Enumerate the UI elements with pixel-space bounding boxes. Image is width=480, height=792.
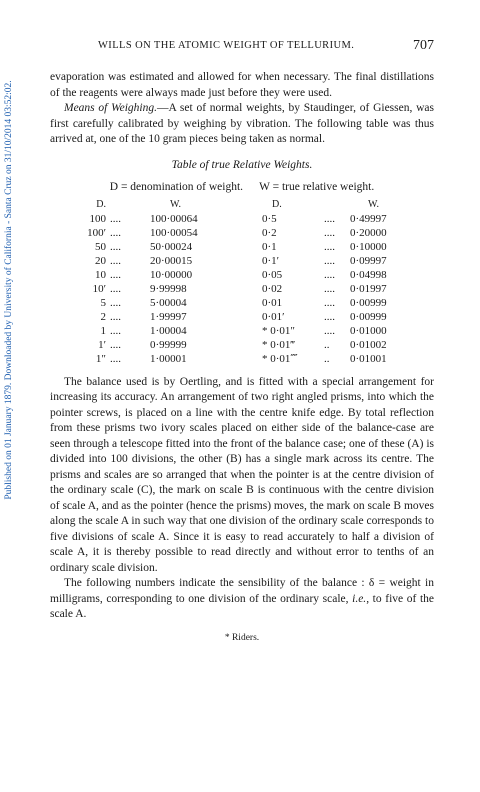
column-header: D. xyxy=(272,198,282,210)
table-cell-d1: 100′ xyxy=(87,226,106,239)
table-cell-w1: 20·00015 xyxy=(150,254,193,267)
table-cell-dots2: .... xyxy=(324,212,335,225)
table-cell-w1: 1·00004 xyxy=(150,324,187,337)
margin-note xyxy=(0,0,18,792)
table-cell-dots1: .... xyxy=(110,268,121,281)
paragraph-evaporation: evaporation was estimated and allowed for when necessary. The final distillations of the reagents were always made just before they were used. xyxy=(50,71,434,99)
table-cell-d1: 1 xyxy=(100,324,106,337)
legend-w: W = true relative weight. xyxy=(259,180,375,193)
table-row xyxy=(76,310,428,324)
page xyxy=(50,38,434,643)
table-cell-w1: 10·00000 xyxy=(150,268,193,281)
table-cell-w2: 0·10000 xyxy=(350,240,387,253)
page-number: 707 xyxy=(413,38,434,53)
table-cell-w1: 5·00004 xyxy=(150,296,187,309)
table-cell-d2: 0·01′ xyxy=(262,310,285,323)
table-row xyxy=(76,268,428,282)
table-cell-dots2: .... xyxy=(324,324,335,337)
table-cell-w2: 0·00999 xyxy=(350,296,387,309)
table-header-row xyxy=(76,198,428,212)
column-header: W. xyxy=(368,198,380,210)
paragraph-text: —A set of normal weights, by Staudinger, of Giessen, was first carefully calibrated by weighing by vibration. The following table was thus arrived at, one of the 10 gram pieces being taken as normal. xyxy=(50,102,434,145)
table-cell-d1: 1′ xyxy=(98,338,106,351)
table-cell-d2: * 0·01⁗ xyxy=(262,352,298,365)
table-row xyxy=(76,296,428,310)
table-cell-d1: 1″ xyxy=(95,352,106,365)
table-cell-w1: 1·00001 xyxy=(150,352,187,365)
table-cell-d1: 50 xyxy=(95,240,106,253)
table-cell-dots2: .. xyxy=(324,352,330,365)
table-legend xyxy=(50,180,434,195)
table-cell-d1: 10′ xyxy=(92,282,106,295)
table-row xyxy=(76,212,428,226)
footnote: * Riders. xyxy=(224,632,260,643)
table-cell-dots2: .... xyxy=(324,296,335,309)
table-cell-w1: 0·99999 xyxy=(150,338,187,351)
table-cell-w2: 0·04998 xyxy=(350,268,387,281)
table-cell-w2: 0·00999 xyxy=(350,310,387,323)
table-cell-d2: 0·05 xyxy=(262,268,283,281)
table-cell-dots2: .... xyxy=(324,226,335,239)
table-cell-w2: 0·01997 xyxy=(350,282,387,295)
table-cell-dots1: .... xyxy=(110,254,121,267)
table-cell-d2: 0·1 xyxy=(262,240,277,253)
table-cell-dots1: .... xyxy=(110,352,121,365)
table-cell-d2: 0·01 xyxy=(262,296,283,309)
table-row xyxy=(76,226,428,240)
table-cell-w2: 0·20000 xyxy=(350,226,387,239)
table-cell-w2: 0·01000 xyxy=(350,324,387,337)
table-cell-w2: 0·49997 xyxy=(350,212,387,225)
table-cell-w2: 0·01002 xyxy=(350,338,387,351)
table-cell-d2: 0·5 xyxy=(262,212,277,225)
table-cell-d1: 2 xyxy=(100,310,106,323)
running-head xyxy=(50,38,434,56)
weights-table xyxy=(76,198,428,366)
table-cell-dots1: .... xyxy=(110,324,121,337)
table-cell-w1: 50·00024 xyxy=(150,240,193,253)
table-cell-dots2: .. xyxy=(324,338,330,351)
table-cell-dots1: .... xyxy=(110,282,121,295)
paragraph-balance: The balance used is by Oertling, and is fitted with a special arrangement for increasing its accuracy. An arrangement of two right angled prisms, into which the pointer screws, is placed on a line with the centre knife edge. By total reflection from these prisms two ivory scales placed on either side of the balance-case are seen through a telescope fitted into the front of the balance case; one of these (A) is divided into 100 divisions, the other (B) has a single mark across its centre. The prisms and scales are so arranged that when the pointer is at the centre division of the ordinary scale (C), the mark on scale B is continuous with the centre division of scale A, and as the pointer (hence the prisms) moves, the mark on scale B moves along the scale A in such way that one division of the ordinary scale corresponds to five divisions of scale A. Since it is easy to read accurately to half a division of scale A, it is thereby possible to read directly and without error to tenths of an ordinary scale division. xyxy=(50,375,434,574)
table-row xyxy=(76,338,428,352)
table-cell-dots2: .... xyxy=(324,240,335,253)
table-cell-d2: * 0·01″ xyxy=(262,324,295,337)
table-cell-dots1: .... xyxy=(110,310,121,323)
table-cell-d2: 0·1′ xyxy=(262,254,280,267)
table-cell-dots1: .... xyxy=(110,338,121,351)
table-cell-d2: 0·2 xyxy=(262,226,277,239)
table-row xyxy=(76,254,428,268)
table-cell-w1: 100·00064 xyxy=(150,212,198,225)
table-cell-w2: 0·09997 xyxy=(350,254,387,267)
table-cell-dots2: .... xyxy=(324,282,335,295)
table-cell-dots1: .... xyxy=(110,226,121,239)
paragraph-text: The following numbers indicate the sensibility of the balance : δ = weight in milligrams, corresponding to one division of the ordinary scale, xyxy=(50,577,434,605)
table-cell-dots1: .... xyxy=(110,212,121,225)
table-row xyxy=(76,240,428,254)
running-title: WILLS ON THE ATOMIC WEIGHT OF TELLURIUM. xyxy=(98,40,355,51)
table-cell-dots1: .... xyxy=(110,296,121,309)
table-row xyxy=(76,324,428,338)
table-cell-w1: 9·99998 xyxy=(150,282,187,295)
table-cell-dots2: .... xyxy=(324,310,335,323)
table-cell-w1: 100·00054 xyxy=(150,226,198,239)
table-cell-d1: 5 xyxy=(100,296,106,309)
table-cell-d1: 20 xyxy=(95,254,106,267)
table-cell-dots1: .... xyxy=(110,240,121,253)
download-notice: Published on 01 January 1879. Downloaded by University of California - Santa Cruz on 31/10/2014 03:52:02. xyxy=(4,80,14,500)
paragraph-means-of-weighing xyxy=(50,101,434,148)
table-cell-w2: 0·01001 xyxy=(350,352,387,365)
table-cell-d2: 0·02 xyxy=(262,282,283,295)
table-cell-dots2: .... xyxy=(324,254,335,267)
table-cell-w1: 1·99997 xyxy=(150,310,187,323)
table-cell-dots2: .... xyxy=(324,268,335,281)
column-header: W. xyxy=(170,198,182,210)
table-cell-d1: 100 xyxy=(89,212,106,225)
table-cell-d2: * 0·01‴ xyxy=(262,338,295,351)
section-heading: Means of Weighing. xyxy=(64,102,157,114)
paragraph-sensibility xyxy=(50,576,434,623)
table-row xyxy=(76,282,428,296)
column-header: D. xyxy=(96,198,106,210)
abbreviation: i.e. xyxy=(352,592,367,605)
table-caption: Table of true Relative Weights. xyxy=(171,158,313,171)
paragraph-text: , to five of the scale A. xyxy=(50,592,434,620)
legend-d: D = denomination of weight. xyxy=(109,180,244,193)
table-row xyxy=(76,352,428,366)
table-cell-d1: 10 xyxy=(95,268,106,281)
